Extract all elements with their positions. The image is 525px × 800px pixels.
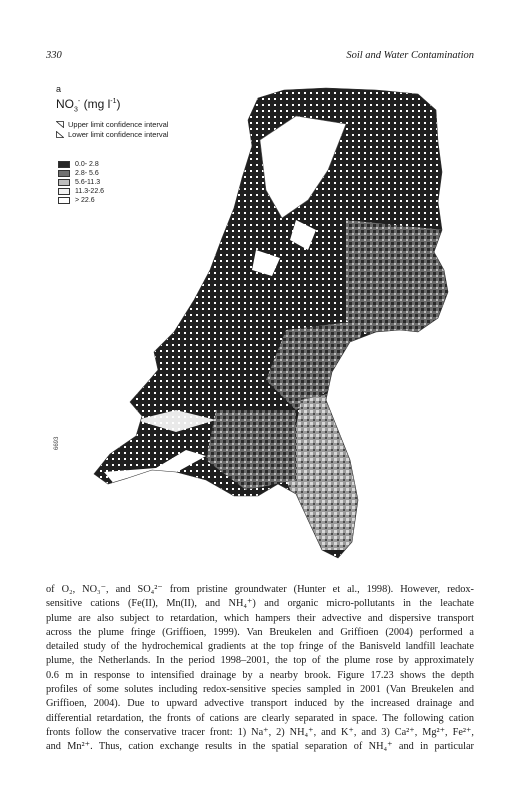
text-line: across the plume fringe (Griffioen, 1999). Van Breukelen and Griffioen (2004) performed a [46, 626, 474, 638]
text-line: and Mn²⁺. Thus, cation exchange results in the spatial separation of NH₄⁺ and in particular [46, 741, 474, 753]
body-paragraph [46, 583, 474, 755]
class-swatch [58, 170, 70, 177]
text-line: detailed study of the hydrochemical gradients at the top fringe of the Banisveld landfill leachate [46, 641, 474, 653]
page-header [46, 50, 474, 66]
class-swatch [58, 188, 70, 195]
text-line: differential retardation, the fronts of cations are clearly separated in space. The following cation [46, 712, 474, 724]
legend-title-unit-sup: -1 [110, 98, 117, 105]
legend-title-sub: 3 [74, 106, 78, 114]
page-number: 330 [46, 50, 62, 61]
class-label: > 22.6 [75, 197, 95, 204]
text-line: profiles of some solutes including redox-sensitive species sampled in 2001 (Van Breukelen and [46, 684, 474, 696]
class-item [58, 160, 104, 169]
text-line: fronts follow the conservative tracer front: 1) Na⁺, 2) NH₄⁺, and K⁺, and 3) Ca²⁺, Mg²⁺, Fe²⁺, [46, 726, 474, 738]
figure-map [46, 80, 476, 570]
class-item [58, 178, 104, 187]
class-item [58, 196, 104, 205]
class-label: 5.6-11.3 [75, 179, 101, 186]
text-line: 0.6 m in response to intensified drainage by a nearby brook. Figure 17.23 shows the depth [46, 669, 474, 681]
lower-ci-legend [56, 130, 168, 139]
text-line: Griffioen, 2004). Due to upward advective transport induced by the increased drainage and [46, 698, 474, 710]
panel-label: a [56, 84, 62, 94]
class-swatch [58, 179, 70, 186]
netherlands-nitrate-map [46, 80, 476, 570]
text-line: plume, the Netherlands. In the period 1998–2001, the top of the plume rose by approximately [46, 655, 474, 667]
lower-ci-marker-icon [56, 131, 64, 138]
class-swatch [58, 161, 70, 168]
legend-title-close: ) [116, 97, 121, 111]
class-item [58, 169, 104, 178]
legend-title-main: NO [56, 97, 74, 111]
legend-title [56, 97, 120, 113]
text-line: plume are also subject to retardation, which hampers their advective and dispersive transport [46, 612, 474, 624]
figure-code: 6693 [54, 436, 60, 450]
class-label: 2.8- 5.6 [75, 170, 99, 177]
upper-ci-label: Upper limit confidence interval [68, 120, 169, 129]
legend-title-sup: - [77, 98, 81, 105]
class-label: 11.3-22.6 [75, 188, 105, 195]
lower-ci-label: Lower limit confidence interval [68, 130, 169, 139]
class-legend [58, 160, 104, 205]
class-label: 0.0- 2.8 [75, 161, 99, 168]
text-line: of O₂, NO₃⁻, and SO₄²⁻ from pristine groundwater (Hunter et al., 1998). However, redox- [46, 584, 474, 595]
running-title: Soil and Water Contamination [346, 50, 474, 61]
text-line: sensitive cations (Fe(II), Mn(II), and NH₄⁺) and organic micro-pollutants in the leachate [46, 598, 474, 610]
class-item [58, 187, 104, 196]
upper-ci-legend [56, 120, 168, 129]
class-swatch [58, 197, 70, 204]
upper-ci-marker-icon [56, 121, 64, 128]
legend-title-unit: (mg l [80, 97, 111, 111]
